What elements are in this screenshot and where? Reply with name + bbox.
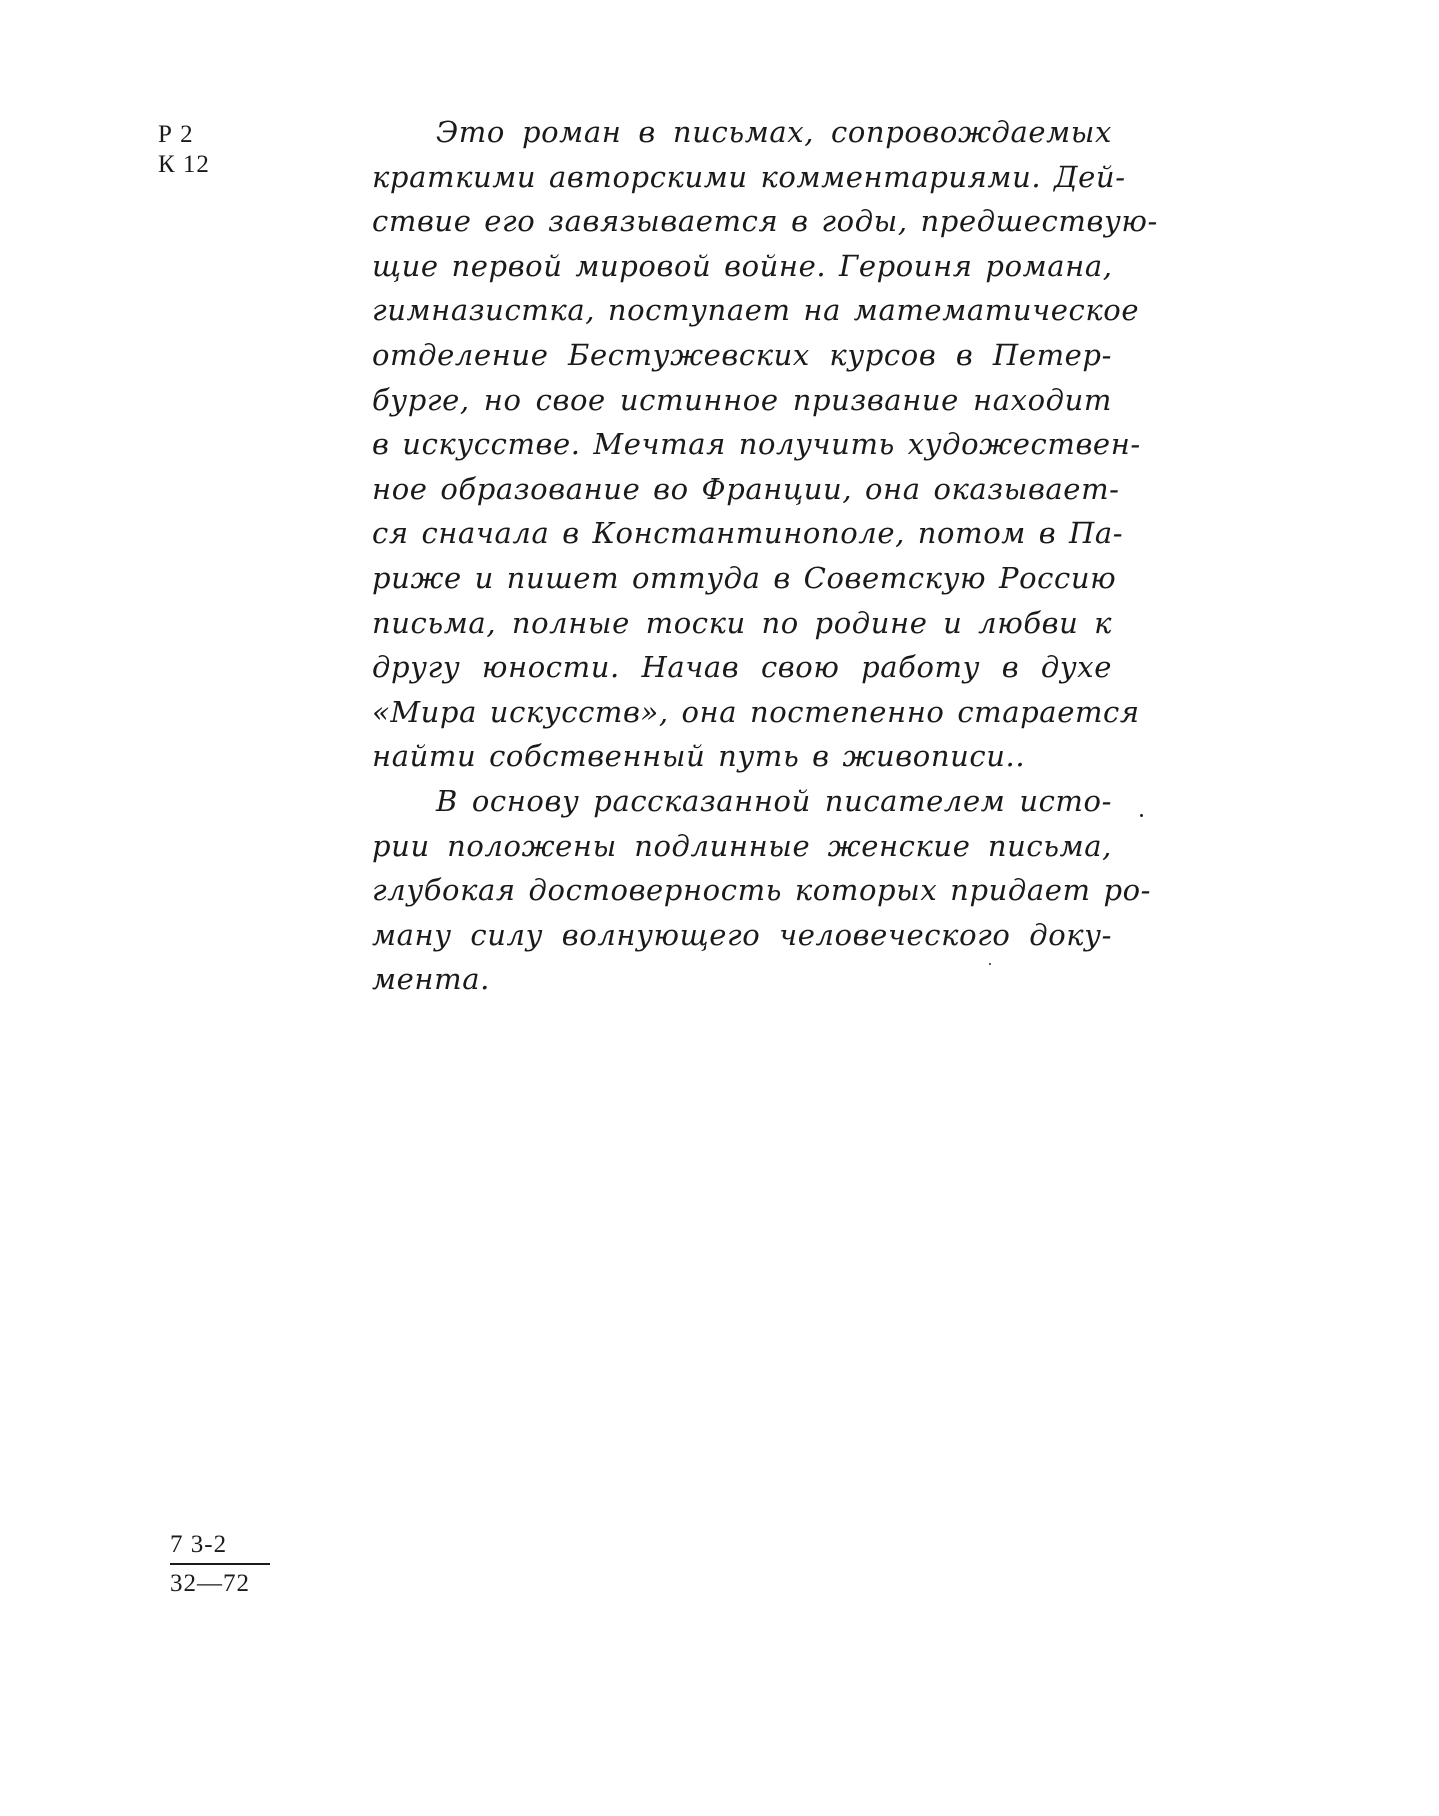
annotation-line: глубокая достоверность которых придает ро- [372,873,1152,908]
annotation-line: риже и пишет оттуда в Советскую Россию [372,560,1117,595]
print-code-denominator: 32—72 [170,1570,250,1597]
annotation-line: найти собственный путь в живописи.. [372,739,1026,774]
annotation-line: ману силу волнующего человеческого доку- [372,917,1112,952]
print-speck [1140,814,1143,817]
library-index-codes [158,120,210,180]
annotation-line: рии положены подлинные женские письма, [372,828,1112,863]
annotation-line: ствие его завязывается в годы, предшествую- [372,204,1158,239]
annotation-line: ное образование во Франции, она оказывает- [372,471,1120,506]
annotation-line: мента. [372,962,490,997]
annotation-line: гимназистка, поступает на математическое [372,293,1140,328]
publisher-print-code [170,1530,270,1599]
annotation-line: бурге, но свое истинное призвание находит [372,382,1112,417]
print-code-numerator: 7 3-2 [170,1530,270,1565]
annotation-line: отделение Бестужевских курсов в Петер- [372,337,1112,372]
print-speck [989,963,991,965]
annotation-line: письма, полные тоски по родине и любви к [372,605,1112,640]
book-annotation [372,110,1158,1002]
annotation-line: В основу рассказанной писателем исто- [436,783,1112,818]
annotation-line: краткими авторскими комментариями. Дей- [372,159,1126,194]
annotation-line: другу юности. Начав свою работу в духе [372,650,1112,685]
annotation-line: щие первой мировой войне. Героиня романа, [372,248,1113,283]
annotation-line: в искусстве. Мечтая получить художествен- [372,427,1141,462]
annotation-line: «Мира искусств», она постепенно старается [372,694,1140,729]
index-code-line-1: Р 2 [158,121,194,148]
annotation-line: Это роман в письмах, сопровождаемых [436,115,1112,149]
annotation-line: ся сначала в Константинополе, потом в Па- [372,516,1124,551]
index-code-line-2: К 12 [158,151,210,178]
